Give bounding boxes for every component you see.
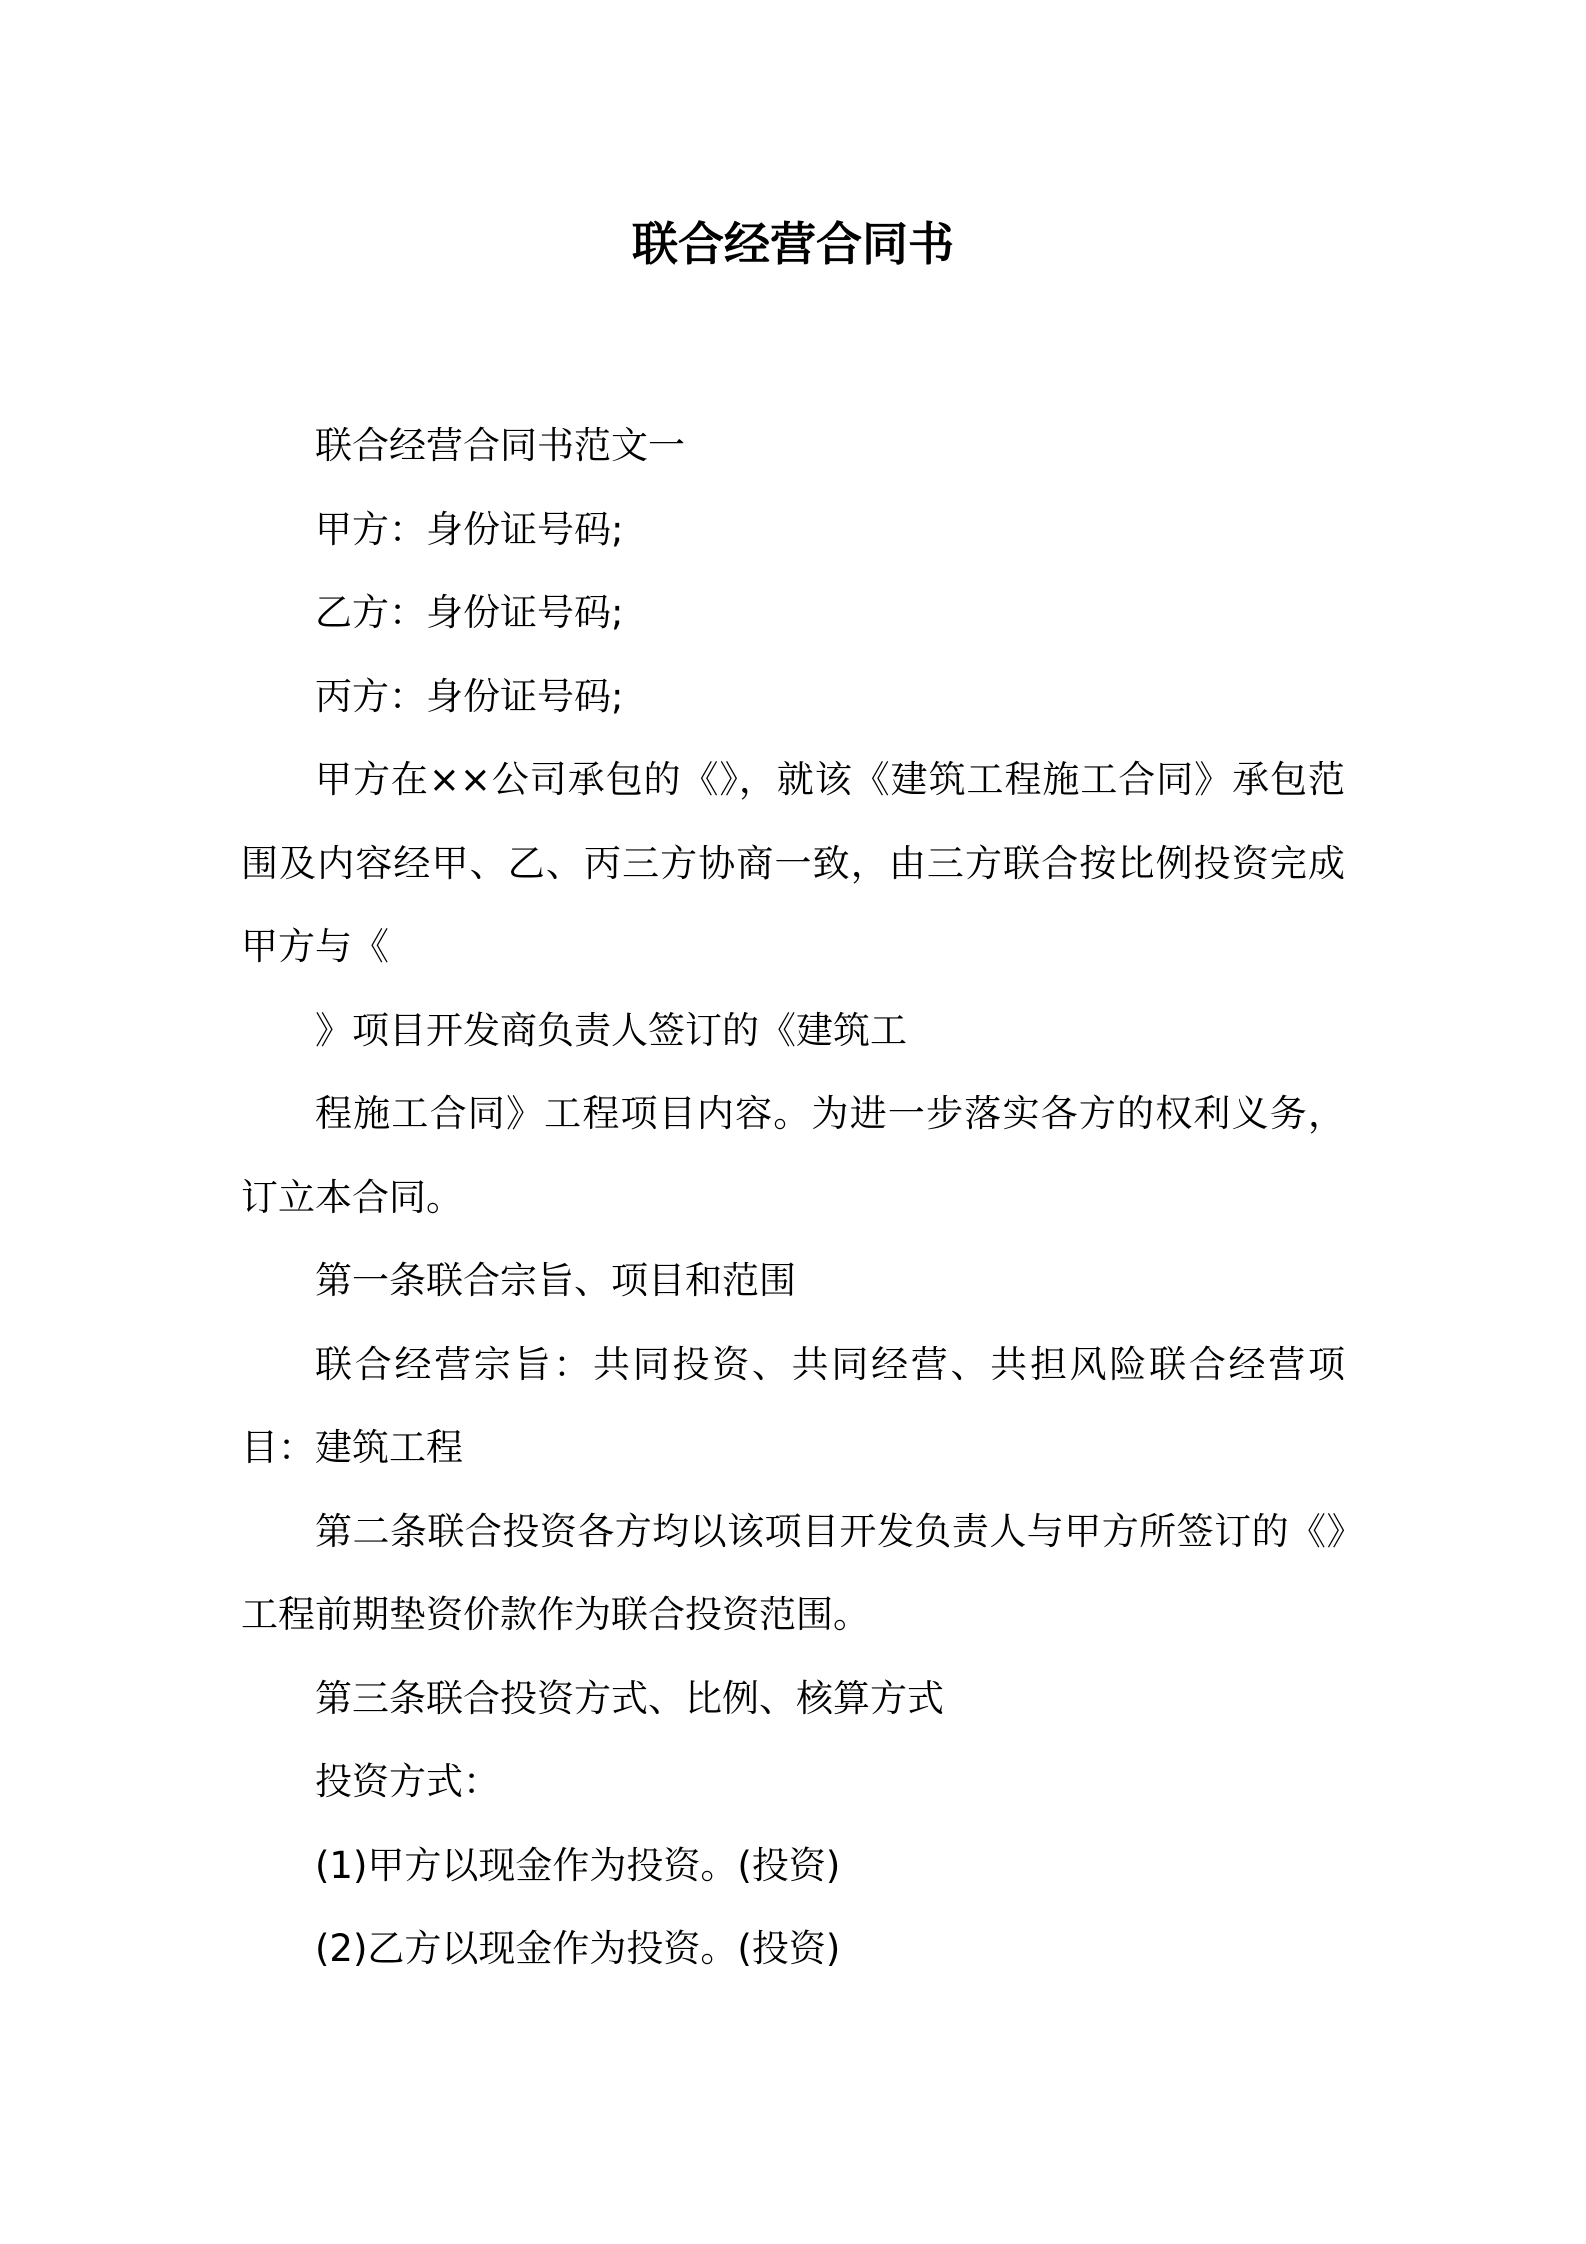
paragraph-preamble: 甲方在××公司承包的《》，就该《建筑工程施工合同》承包范围及内容经甲、乙、丙三方协商一致，由三方联合按比例投资完成甲方与《: [241, 758, 1345, 968]
paragraph-investment-method: 投资方式：: [315, 1760, 500, 1803]
paragraph-investment-item-1: (1)甲方以现金作为投资。(投资): [315, 1843, 841, 1887]
paragraph-article-2: 第二条联合投资各方均以该项目开发负责人与甲方所签订的《》工程前期垫资价款作为联合投资范围。: [241, 1509, 1345, 1636]
paragraph-investment-item-2: (2)乙方以现金作为投资。(投资): [315, 1927, 841, 1970]
paragraph-article-1-heading: 第一条联合宗旨、项目和范围: [315, 1259, 796, 1302]
paragraph-sample-heading: 联合经营合同书范文一: [315, 424, 685, 467]
paragraph-preamble-continued: 》项目开发商负责人签订的《建筑工: [315, 1008, 907, 1052]
paragraph-party-a: 甲方：身份证号码;: [315, 507, 624, 551]
paragraph-party-b: 乙方：身份证号码;: [315, 591, 624, 634]
paragraph-article-3-heading: 第三条联合投资方式、比例、核算方式: [315, 1676, 944, 1720]
paragraph-party-c: 丙方：身份证号码;: [315, 674, 624, 718]
paragraph-article-1-body: 联合经营宗旨：共同投资、共同经营、共担风险联合经营项目：建筑工程: [241, 1342, 1345, 1469]
document-title: 联合经营合同书: [632, 217, 954, 271]
document-body: [241, 404, 1345, 1991]
paragraph-preamble-purpose: 程施工合同》工程项目内容。为进一步落实各方的权利义务，订立本合同。: [241, 1092, 1345, 1219]
